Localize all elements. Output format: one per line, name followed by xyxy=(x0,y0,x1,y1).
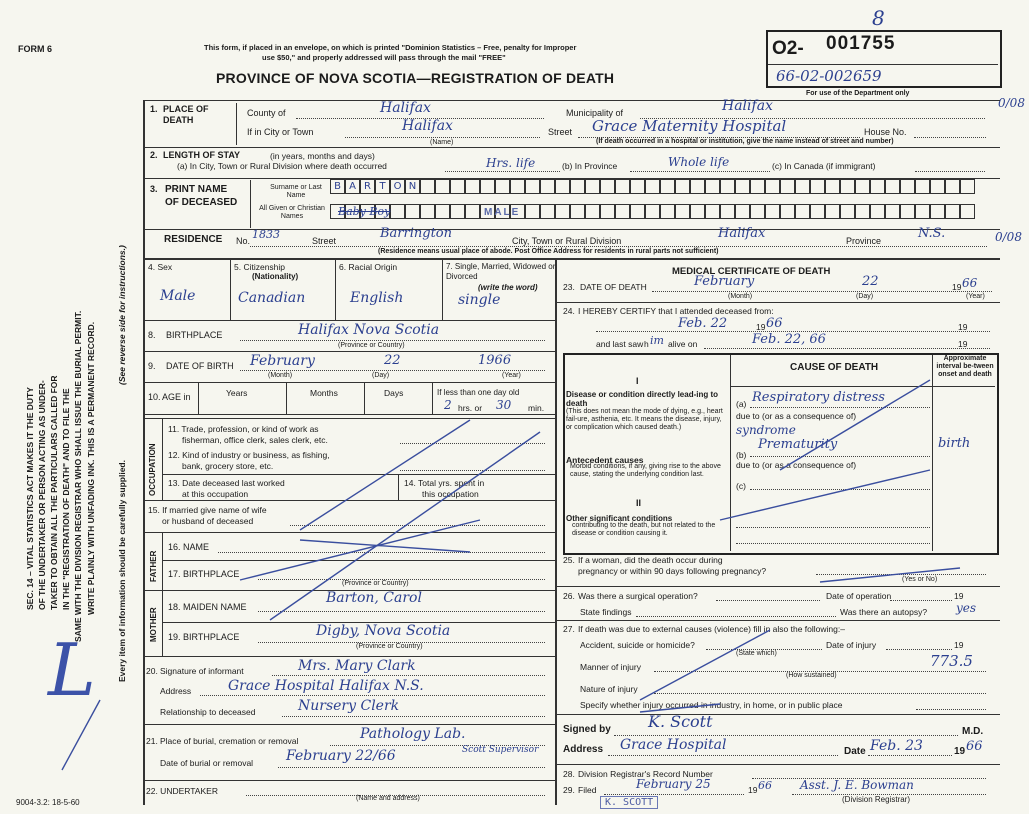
q3-num: 3. xyxy=(150,184,158,194)
residence-province-label: Province xyxy=(846,236,882,246)
surname-cell xyxy=(855,179,870,194)
given-name-cell xyxy=(840,204,855,219)
surname-cell xyxy=(495,179,510,194)
print-name-label-2: OF DECEASED xyxy=(165,197,238,208)
surname-cell xyxy=(615,179,630,194)
due-to-1: due to (or as a consequence of) xyxy=(736,411,857,421)
registrar-stamp: K. SCOTT xyxy=(600,796,658,809)
form-title: PROVINCE OF NOVA SCOTIA—REGISTRATION OF DEATH xyxy=(216,70,615,86)
county-value: Halifax xyxy=(380,100,431,116)
date-of-death-year: 66 xyxy=(962,276,978,290)
q28-num: 28. xyxy=(563,769,575,779)
given-name-cell xyxy=(660,204,675,219)
occupation-q11b: fisherman, office clerk, sales clerk, etc. xyxy=(182,435,328,445)
occupation-q13b: at this occupation xyxy=(182,489,249,499)
form-number: FORM 6 xyxy=(18,44,53,54)
dob-month-sub: (Month) xyxy=(268,372,293,379)
signature-date-label: Date xyxy=(844,746,866,757)
burial-date-value: February 22/66 xyxy=(286,748,396,764)
attended-to-year-prefix: 19 xyxy=(958,322,968,332)
surgical-operation-label: Was there a surgical operation? xyxy=(578,591,698,601)
burial-note: Scott Supervisor xyxy=(462,745,539,755)
side-text-1: SEC. 14 – VITAL STATISTICS ACT MAKES IT THE DUTY xyxy=(25,387,35,610)
side-text-8: (See reverse side for instructions.) xyxy=(117,245,127,385)
residence-street-label: Street xyxy=(312,236,337,246)
ink-stroke-q25 xyxy=(820,568,960,582)
residence-province-value: N.S. xyxy=(918,226,946,241)
given-name-cell xyxy=(870,204,885,219)
given-name-cell xyxy=(615,204,630,219)
informant-relationship-label: Relationship to deceased xyxy=(160,707,256,717)
given-name-cell xyxy=(645,204,660,219)
registration-number: 001755 xyxy=(826,33,896,54)
occupation-q12b: bank, grocery store, etc. xyxy=(182,461,274,471)
state-which-sub: (State which) xyxy=(736,650,777,657)
given-name-cell xyxy=(570,204,585,219)
given-name-cell xyxy=(600,204,615,219)
surname-cell xyxy=(915,179,930,194)
q23-num: 23. xyxy=(563,282,575,292)
md-label: M.D. xyxy=(962,726,984,737)
side-text-2: OF THE UNDERTAKER OR PERSON ACTING AS UNDER- xyxy=(37,380,47,610)
given-name-cell xyxy=(855,204,870,219)
marital-value: single xyxy=(458,292,501,308)
last-saw-label: and last saw xyxy=(596,339,644,349)
q26-num: 26. xyxy=(563,591,575,601)
operation-date-label: Date of operation xyxy=(826,591,892,601)
burial-place-label: Place of burial, cremation or removal xyxy=(160,736,299,746)
surname-letter: N xyxy=(405,179,420,194)
racial-origin-value: English xyxy=(350,290,404,306)
sex-value: Male xyxy=(160,288,196,304)
q24-num: 24. xyxy=(563,306,575,316)
residence-label: RESIDENCE xyxy=(164,234,223,245)
mother-side-label: MOTHER xyxy=(149,607,158,642)
registration-handwritten: 66-02-002659 xyxy=(776,67,882,85)
street-value: Grace Maternity Hospital xyxy=(592,117,787,135)
given-name-cell xyxy=(735,204,750,219)
surname-cell xyxy=(945,179,960,194)
side-text-4: IN THE "REGISTRATION OF DEATH" AND TO FILE THE xyxy=(61,388,71,610)
autopsy-label: Was there an autopsy? xyxy=(840,607,928,617)
surname-letter: R xyxy=(360,179,375,194)
given-name-cell xyxy=(780,204,795,219)
side-text-7: Every item of information should be carefully supplied. xyxy=(117,460,127,682)
age-days-label: Days xyxy=(384,388,404,398)
cause-b-label: (b) xyxy=(736,450,747,460)
length-of-stay-label: LENGTH OF STAY xyxy=(163,150,241,160)
margin-code-2: 0/08 xyxy=(995,230,1022,244)
birthplace-label: BIRTHPLACE xyxy=(166,330,223,340)
place-of-death-label: PLACE OF DEATH xyxy=(163,104,209,125)
mother-maiden-value: Barton, Carol xyxy=(326,590,422,606)
surname-cell xyxy=(450,179,465,194)
age-lt-day-label: If less than one day old xyxy=(437,388,520,397)
interval-value: birth xyxy=(938,436,971,451)
signed-by-label: Signed by xyxy=(563,724,611,735)
given-name-cell xyxy=(750,204,765,219)
length-of-stay-sub: (in years, months and days) xyxy=(270,151,375,161)
informant-address-label: Address xyxy=(160,686,192,696)
given-name-cell xyxy=(885,204,900,219)
roman-1: I xyxy=(636,376,639,386)
q29-num: 29. xyxy=(563,785,575,795)
manner-number: 773.5 xyxy=(930,652,973,670)
dob-label: DATE OF BIRTH xyxy=(166,361,234,371)
surname-cell xyxy=(960,179,975,194)
birthplace-value: Halifax Nova Scotia xyxy=(298,322,440,338)
surname-cell xyxy=(900,179,915,194)
surname-cell xyxy=(825,179,840,194)
residence-city-value: Halifax xyxy=(718,226,766,241)
surname-cell xyxy=(555,179,570,194)
residence-note: (Residence means usual place of abode. Post Office Address for residents in rural parts not sufficient) xyxy=(378,248,719,255)
given-stamp: MALE xyxy=(484,207,521,218)
given-name-cell xyxy=(390,204,405,219)
given-name-cell xyxy=(540,204,555,219)
accident-label: Accident, suicide or homicide? xyxy=(580,640,695,650)
surname-cell xyxy=(480,179,495,194)
surname-cell xyxy=(870,179,885,194)
registration-correction: 8 xyxy=(872,6,885,30)
alive-on-year-prefix: 19 xyxy=(958,339,968,349)
filed-value: February 25 xyxy=(636,777,711,791)
surname-cell xyxy=(720,179,735,194)
signature-year-prefix: 19 xyxy=(954,746,966,757)
direct-cause-label: Disease or condition directly lead-ing to death xyxy=(566,390,719,408)
father-side-label: FATHER xyxy=(149,550,158,582)
occupation-q14: 14. Total yrs. spent in xyxy=(404,478,485,488)
header-note-1: This form, if placed in an envelope, on which is printed "Dominion Statistics – Free, penalty for Improper xyxy=(204,43,577,52)
external-causes-label: If death was due to external causes (violence) fill in also the following:– xyxy=(578,624,845,634)
occupation-side-label: OCCUPATION xyxy=(148,443,157,496)
registrar-signature: Asst. J. E. Bowman xyxy=(800,778,914,792)
citizenship-sub: (Nationality) xyxy=(252,272,299,281)
due-to-2: due to (or as a consequence of) xyxy=(736,460,857,470)
surname-label: Surname or Last Name xyxy=(270,184,322,199)
given-name-cell xyxy=(585,204,600,219)
state-findings-label: State findings xyxy=(580,607,632,617)
alive-on-value: Feb. 22, 66 xyxy=(752,332,826,347)
surname-cell xyxy=(525,179,540,194)
date-of-death-month: February xyxy=(694,274,755,289)
print-name-label-1: PRINT NAME xyxy=(165,184,228,195)
side-text-6: WRITE PLAINLY WITH UNFADING INK. THIS IS A PERMANENT RECORD. xyxy=(86,321,96,615)
age-label: AGE in xyxy=(162,392,191,402)
given-names-value: Baby Boy xyxy=(338,205,391,218)
dod-year-sub: (Year) xyxy=(966,293,985,300)
citizenship-value: Canadian xyxy=(238,290,306,306)
occupation-q12: 12. Kind of industry or business, as fishing, xyxy=(168,450,330,460)
occupation-q11: 11. Trade, profession, or kind of work as xyxy=(168,424,319,434)
stay-a-label: (a) In City, Town or Rural Division where death occurred xyxy=(177,161,387,171)
side-text-5: SAME WITH THE DIVISION REGISTRAR WHO SHALL ISSUE THE BURIAL PERMIT. xyxy=(73,310,83,642)
mother-q19: 19. BIRTHPLACE xyxy=(168,632,240,642)
informant-sig-value: Mrs. Mary Clark xyxy=(298,658,416,674)
surname-cell xyxy=(645,179,660,194)
given-name-cell xyxy=(810,204,825,219)
industry-label: Specify whether injury occurred in industry, in home, or in public place xyxy=(580,700,843,710)
residence-street-value: Barrington xyxy=(380,226,453,241)
interval-label: Approximate interval be-tween onset and death xyxy=(936,355,994,378)
surname-cell xyxy=(630,179,645,194)
attended-from-year-prefix: 19 xyxy=(756,322,766,332)
surname-cell xyxy=(840,179,855,194)
surname-cell xyxy=(420,179,435,194)
dob-year: 1966 xyxy=(478,353,512,368)
given-name-cell xyxy=(450,204,465,219)
surname-letter: A xyxy=(345,179,360,194)
q25-num: 25. xyxy=(563,555,575,565)
surname-cell xyxy=(510,179,525,194)
operation-year-prefix: 19 xyxy=(954,591,964,601)
city-name-sub: (Name) xyxy=(430,139,454,146)
signature-year: 66 xyxy=(966,739,983,754)
age-years-label: Years xyxy=(226,388,248,398)
father-q17: 17. BIRTHPLACE xyxy=(168,569,240,579)
surname-letter: O xyxy=(390,179,405,194)
given-name-cell xyxy=(630,204,645,219)
given-name-cell xyxy=(525,204,540,219)
last-saw-him: im xyxy=(650,334,664,347)
medical-title: MEDICAL CERTIFICATE OF DEATH xyxy=(672,266,831,277)
dept-use-label: For use of the Department only xyxy=(806,90,910,97)
surname-cell xyxy=(795,179,810,194)
mother-birthplace-value: Digby, Nova Scotia xyxy=(316,623,451,639)
signature-address-label: Address xyxy=(563,744,604,755)
place-note: (If death occurred in a hospital or institution, give the name instead of street and number) xyxy=(596,138,894,145)
given-name-cell xyxy=(675,204,690,219)
injury-year-prefix: 19 xyxy=(954,640,964,650)
surname-cell xyxy=(540,179,555,194)
burial-date-label: Date of burial or removal xyxy=(160,758,254,768)
father-sub: (Province or Country) xyxy=(342,580,409,587)
given-name-cell xyxy=(405,204,420,219)
stay-c-label: (c) In Canada (if immigrant) xyxy=(772,161,876,171)
birthplace-sub: (Province or Country) xyxy=(338,342,405,349)
q2-num: 2. xyxy=(150,150,158,160)
filed-label: Filed xyxy=(578,785,597,795)
mother-q18: 18. MAIDEN NAME xyxy=(168,602,247,612)
stay-b-label: (b) In Province xyxy=(562,161,618,171)
surname-cell xyxy=(705,179,720,194)
ink-stroke-father-2 xyxy=(240,520,480,580)
cause-a-label: (a) xyxy=(736,399,747,409)
date-of-death-day: 22 xyxy=(862,274,879,289)
marital-label: 7. Single, Married, Widowed or Divorced xyxy=(446,262,556,281)
sex-label: 4. Sex xyxy=(148,262,173,272)
age-min-value: 30 xyxy=(496,398,512,412)
surname-cell xyxy=(810,179,825,194)
given-name-cell xyxy=(465,204,480,219)
certify-label: I HEREBY CERTIFY that I attended deceased from: xyxy=(578,306,774,316)
yes-no-sub: (Yes or No) xyxy=(902,576,938,583)
burial-num: 21. xyxy=(146,736,158,746)
house-label: House No. xyxy=(864,127,907,137)
nature-label: Nature of injury xyxy=(580,684,638,694)
signature-date-value: Feb. 23 xyxy=(870,738,923,754)
given-name-cell xyxy=(900,204,915,219)
injury-date-label: Date of injury xyxy=(826,640,877,650)
city-value: Halifax xyxy=(402,118,453,134)
residence-no-value: 1833 xyxy=(252,228,280,241)
city-label: If in City or Town xyxy=(247,127,314,137)
given-names-label: All Given or Christian Names xyxy=(259,205,325,220)
given-name-cell xyxy=(690,204,705,219)
last-saw-h: h xyxy=(644,339,649,349)
given-name-cell xyxy=(705,204,720,219)
given-name-cell xyxy=(795,204,810,219)
burial-place-value: Pathology Lab. xyxy=(360,726,466,742)
surname-cell xyxy=(690,179,705,194)
surname-cell xyxy=(465,179,480,194)
municipality-label: Municipality of xyxy=(566,108,624,118)
autopsy-value: yes xyxy=(956,601,977,615)
undertaker-sub: (Name and address) xyxy=(356,795,420,802)
registration-prefix: O2- xyxy=(772,38,804,59)
given-name-cell xyxy=(945,204,960,219)
q25-label: If a woman, did the death occur during xyxy=(578,555,723,565)
q8-num: 8. xyxy=(148,330,156,340)
footer-code: 9004-3.2: 18-5-60 xyxy=(16,798,80,807)
q9-num: 9. xyxy=(148,361,156,371)
cause-b-value: Prematurity xyxy=(758,437,838,452)
signature-address-value: Grace Hospital xyxy=(620,737,727,753)
citizenship-label: 5. Citizenship xyxy=(234,262,286,272)
occupation-q13: 13. Date deceased last worked xyxy=(168,478,285,488)
age-min-label: min. xyxy=(528,403,545,413)
dob-day-sub: (Day) xyxy=(372,372,390,379)
surname-cell xyxy=(600,179,615,194)
dob-day: 22 xyxy=(384,353,401,368)
father-q16: 16. NAME xyxy=(168,542,210,552)
q10-num: 10. xyxy=(148,392,161,402)
given-name-cell xyxy=(930,204,945,219)
informant-address-value: Grace Hospital Halifax N.S. xyxy=(228,678,424,694)
q27-num: 27. xyxy=(563,624,575,634)
undertaker-label: 22. UNDERTAKER xyxy=(146,786,218,796)
residence-city-label: City, Town or Rural Division xyxy=(512,236,622,246)
occupation-q14b: this occupation xyxy=(422,489,479,499)
cause-a-value-2: syndrome xyxy=(736,423,796,437)
q1-num: 1. xyxy=(150,104,158,114)
ink-stroke-father-1 xyxy=(300,540,470,552)
surname-letter: T xyxy=(375,179,390,194)
filed-year: 66 xyxy=(758,779,772,792)
alive-on-label: alive on xyxy=(668,339,698,349)
date-of-death-label: DATE OF DEATH xyxy=(580,282,647,292)
surname-cell xyxy=(765,179,780,194)
mother-sub: (Province or Country) xyxy=(356,643,423,650)
record-number-label: Division Registrar's Record Number xyxy=(578,769,713,779)
registrar-sub: (Division Registrar) xyxy=(842,795,911,804)
direct-cause-note: (This does not mean the mode of dying, e.g., heart fail-ure, asthenia, etc. It means the disease, injury, or complication which caused death.) xyxy=(566,408,723,431)
marital-sub: (write the word) xyxy=(478,283,538,292)
age-months-label: Months xyxy=(310,388,338,398)
surname-letter: B xyxy=(330,179,345,194)
manner-label: Manner of injury xyxy=(580,662,641,672)
informant-relationship-value: Nursery Clerk xyxy=(298,698,400,714)
how-sustained-sub: (How sustained) xyxy=(786,672,837,679)
roman-2: II xyxy=(636,498,642,508)
given-name-cell xyxy=(720,204,735,219)
attended-from-value: Feb. 22 xyxy=(678,316,728,331)
surname-cell xyxy=(660,179,675,194)
side-text-3: TAKER TO OBTAIN ALL THE PARTICULARS CALLED FOR xyxy=(49,375,59,610)
margin-code-1: 0/08 xyxy=(998,96,1025,110)
signed-by-value: K. Scott xyxy=(648,712,713,731)
street-label: Street xyxy=(548,127,573,137)
given-name-cell xyxy=(435,204,450,219)
dob-month: February xyxy=(250,353,315,369)
dod-day-sub: (Day) xyxy=(856,293,874,300)
spouse-q15b: or husband of deceased xyxy=(162,516,254,526)
cause-of-death-title: CAUSE OF DEATH xyxy=(790,362,879,373)
residence-no-label: No. xyxy=(236,236,251,246)
cause-a-value: Respiratory distress xyxy=(752,390,885,405)
header-note-2: use $50," and properly addressed will pass through the mail "FREE" xyxy=(262,53,506,62)
informant-num: 20. xyxy=(146,666,158,676)
attended-from-year: 66 xyxy=(766,316,783,331)
date-of-death-year-prefix: 19 xyxy=(952,282,962,292)
surname-cell xyxy=(435,179,450,194)
given-name-cell xyxy=(765,204,780,219)
surname-cell xyxy=(885,179,900,194)
county-label: County of xyxy=(247,108,286,118)
surname-cell xyxy=(585,179,600,194)
given-name-cell xyxy=(825,204,840,219)
antecedent-note: Morbid conditions, if any, giving rise to the above cause, stating the underlying condition last. xyxy=(570,463,721,478)
surname-cell xyxy=(735,179,750,194)
other-conditions-note: contributing to the death, but not related to the disease or condition causing it. xyxy=(572,522,716,537)
age-hrs-label: hrs. or xyxy=(458,403,483,413)
given-name-cell xyxy=(555,204,570,219)
racial-origin-label: 6. Racial Origin xyxy=(339,262,398,272)
dob-year-sub: (Year) xyxy=(502,372,521,379)
spouse-q15: 15. If married give name of wife xyxy=(148,505,267,515)
stay-a-value: Hrs. life xyxy=(486,156,536,170)
filed-year-prefix: 19 xyxy=(748,785,758,795)
given-name-cell xyxy=(915,204,930,219)
informant-sig-label: Signature of informant xyxy=(160,666,244,676)
surname-cell xyxy=(780,179,795,194)
q25-label-2: pregnancy or within 90 days following pregnancy? xyxy=(578,566,767,576)
antecedent-label: Antecedent causes xyxy=(566,455,644,465)
surname-cell xyxy=(930,179,945,194)
side-mark: L xyxy=(48,628,96,712)
stay-b-value: Whole life xyxy=(668,155,730,169)
age-hrs-value: 2 xyxy=(444,398,452,412)
other-conditions-label: Other significant conditions xyxy=(566,514,673,523)
dod-month-sub: (Month) xyxy=(728,293,753,300)
cause-c-label: (c) xyxy=(736,481,746,491)
surname-cell xyxy=(750,179,765,194)
municipality-value: Halifax xyxy=(722,98,773,114)
given-name-cell xyxy=(960,204,975,219)
surname-cell xyxy=(675,179,690,194)
surname-cell xyxy=(570,179,585,194)
given-name-cell xyxy=(420,204,435,219)
